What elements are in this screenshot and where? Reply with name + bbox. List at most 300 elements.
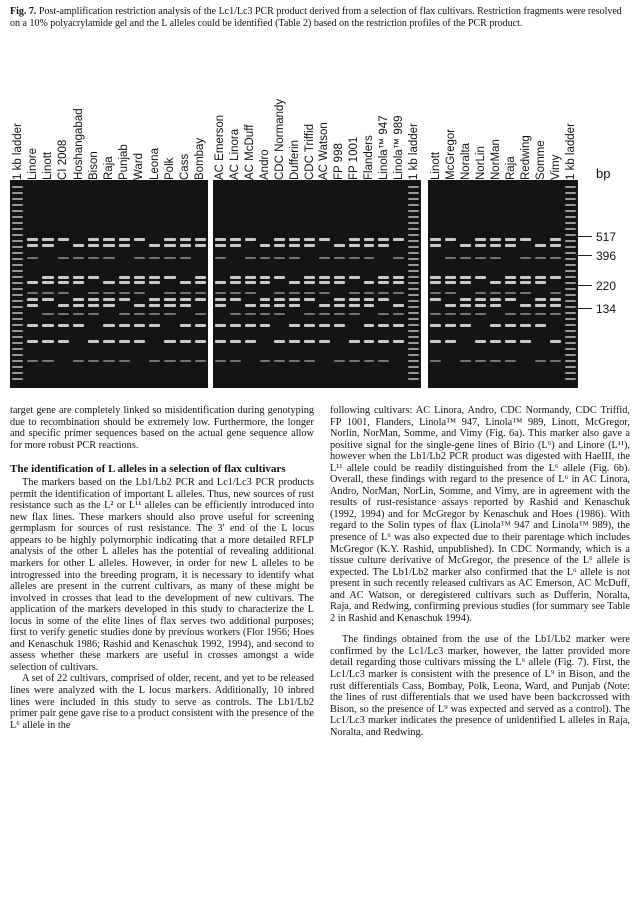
gel-band [304, 324, 315, 327]
gel-band [195, 244, 206, 247]
gel-band [475, 304, 486, 307]
gel-band [103, 304, 114, 307]
marker-tick-517 [578, 236, 592, 237]
gel-band [535, 304, 546, 307]
gel-band [349, 340, 360, 343]
gel-band [475, 340, 486, 343]
gel-band [364, 304, 375, 307]
ladder-band [565, 366, 576, 368]
gel-band [230, 313, 241, 315]
gel-band [445, 304, 456, 307]
ladder-band [565, 324, 576, 326]
ladder-band [408, 342, 419, 344]
gel-band [319, 276, 330, 279]
lane-label: Raja [504, 156, 517, 180]
gel-band [520, 238, 531, 241]
lane-label: CDC Normandy [273, 98, 286, 180]
gel-band [490, 244, 501, 247]
gel-band [88, 313, 99, 315]
gel-band [430, 238, 441, 241]
gel-band [215, 340, 226, 343]
gel-band [274, 257, 285, 259]
gel-band [164, 298, 175, 301]
ladder-band [408, 264, 419, 266]
gel-band [349, 257, 360, 259]
gel-band [119, 360, 130, 362]
lane-label: Somme [534, 140, 547, 180]
lane-label: Noralta [459, 142, 472, 180]
gel-band [274, 360, 285, 362]
bp-unit-label: bp [596, 166, 611, 181]
gel-band [215, 360, 226, 362]
gel-band [119, 340, 130, 343]
gel-band [58, 238, 69, 241]
gel-band [520, 276, 531, 279]
gel-band [88, 360, 99, 362]
ladder-band [565, 294, 576, 296]
ladder-band [408, 312, 419, 314]
gel-band [364, 298, 375, 301]
gel-band [103, 298, 114, 301]
gel-band [245, 281, 256, 284]
ladder-band [408, 336, 419, 338]
gel-band [289, 257, 300, 259]
ladder-band [12, 234, 23, 236]
gel-band [215, 292, 226, 294]
gel-band [58, 313, 69, 315]
gel-figure [0, 84, 640, 394]
ladder-band [12, 282, 23, 284]
lane-label: CI 2008 [57, 139, 70, 180]
gel-band [103, 257, 114, 259]
ladder-band [12, 246, 23, 248]
figure-caption-text: Post-amplification restriction analysis of the Lc1/Lc3 PCR product derived from a selection of flax cultivars. Restriction fragments were resolved on a 10% polyacrylamide gel and the L alleles could be identified (Table 2) based on the restriction profiles of the PCR product. [10, 6, 622, 29]
gel-band [27, 238, 38, 241]
lane-label: NorMan [489, 139, 502, 180]
gel-band [505, 324, 516, 327]
ladder-band [408, 324, 419, 326]
ladder-band [565, 336, 576, 338]
ladder-band [408, 330, 419, 332]
ladder-band [565, 252, 576, 254]
ladder-band [12, 288, 23, 290]
gel-band [550, 292, 561, 294]
ladder-band [408, 216, 419, 218]
gel-band [149, 257, 160, 259]
lane-label: Linola™ 947 [377, 115, 390, 180]
section-heading: The identification of L alleles in a selection of flax cultivars [10, 463, 286, 476]
gel-band [334, 298, 345, 301]
lane-labels [0, 84, 640, 180]
gel-band [430, 244, 441, 247]
gel-band [215, 238, 226, 241]
ladder-band [565, 282, 576, 284]
gel-band [445, 257, 456, 259]
gel-band [134, 340, 145, 343]
ladder-band [12, 240, 23, 242]
gel-band [134, 281, 145, 284]
gel-band [550, 313, 561, 315]
gel-band [378, 324, 389, 327]
gel-band [475, 276, 486, 279]
ladder-band [565, 264, 576, 266]
gel-band [535, 324, 546, 327]
gel-band [58, 304, 69, 307]
gel-band [289, 340, 300, 343]
ladder-band [12, 348, 23, 350]
gel-band [164, 244, 175, 247]
gel-band [164, 238, 175, 241]
gel-band [195, 276, 206, 279]
gel-band [103, 281, 114, 284]
gel-band [393, 292, 404, 294]
ladder-band [565, 186, 576, 188]
gel-band [73, 313, 84, 315]
gel-band [230, 244, 241, 247]
left-paragraph-2: The markers based on the Lb1/Lb2 PCR and Lc1/Lc3 PCR products permit the identification of important L alleles. Thus, new sources of rust resistance such as the L² or L¹¹ alleles can be efficiently introduced into new flax lines. These markers should also prove useful for screening germplasm for sources of rust resistance. The 3′ end of the L locus appears to be highly polymorphic indicating that a more detailed RFLP analysis of the other L alleles has the potential of revealing additional markers for other L alleles. However, in order for new L alleles to be introgressed into the breeding program, it is necessary to identify what alleles are present in the current cultivars, as many of these might be involved in crosses that lead to the development of new cultivars. The application of the markers developed in this study to characterize the L locus in some of the elite lines of flax serves two additional purposes; first to verify genetic studies done by previous workers (Flor 1956; Hoes and Kenaschuk 1986; Rashid and Kenaschuk 1992, 1994), and second to assess whether these markers are useful in crosses amongst a wide selection of cultivars. [10, 477, 314, 673]
gel-band [304, 292, 315, 294]
gel-band [195, 292, 206, 294]
gel-band [42, 298, 53, 301]
gel-band [195, 298, 206, 301]
gel-band [289, 238, 300, 241]
gel-band [260, 276, 271, 279]
gel-band [180, 304, 191, 307]
ladder-band [565, 330, 576, 332]
gel-band [505, 292, 516, 294]
gel-band [215, 324, 226, 327]
gel-band [378, 238, 389, 241]
gel-band [245, 292, 256, 294]
gel-band [149, 244, 160, 247]
gel-band [27, 244, 38, 247]
ladder-band [408, 210, 419, 212]
gel-band [289, 360, 300, 362]
gel-band [535, 257, 546, 259]
gel-band [319, 324, 330, 327]
gel-band [149, 324, 160, 327]
gel-band [490, 257, 501, 259]
ladder-band [12, 294, 23, 296]
gel-band [460, 298, 471, 301]
gel-band [393, 313, 404, 315]
gel-band [149, 304, 160, 307]
gel-band [550, 340, 561, 343]
gel-band [289, 281, 300, 284]
ladder-band [408, 204, 419, 206]
gel-band [445, 340, 456, 343]
ladder-band [408, 360, 419, 362]
gel-band [103, 292, 114, 294]
gel-band [364, 360, 375, 362]
left-paragraph-3: A set of 22 cultivars, comprised of older, recent, and yet to be released lines were analyzed with the L locus markers. Additionally, 10 inbred lines were included in this study to serve as controls. The Lb1/Lb2 primer pair gene gave rise to a product consistent with the presence of the L⁶ allele in the [10, 673, 314, 731]
gel-band [195, 360, 206, 362]
gel-band [42, 340, 53, 343]
gel-band [260, 281, 271, 284]
gel-band [103, 244, 114, 247]
gel-band [164, 292, 175, 294]
gel-band [364, 257, 375, 259]
gel-band [245, 304, 256, 307]
gel-band [520, 281, 531, 284]
ladder-band [408, 192, 419, 194]
gel-band [88, 304, 99, 307]
gel-band [319, 257, 330, 259]
ladder-band [565, 348, 576, 350]
ladder-band [12, 336, 23, 338]
ladder-band [12, 378, 23, 380]
gel-band [319, 238, 330, 241]
gel-band [180, 292, 191, 294]
gel-band [319, 292, 330, 294]
gel-band [364, 340, 375, 343]
gel-band [42, 360, 53, 362]
lane-label: Linola™ 989 [392, 115, 405, 180]
gel-band [245, 324, 256, 327]
ladder-band [408, 234, 419, 236]
gel-band [88, 340, 99, 343]
gel-band [378, 276, 389, 279]
gel-band [393, 324, 404, 327]
ladder-band [565, 378, 576, 380]
gel-band [550, 304, 561, 307]
gel-band [58, 340, 69, 343]
gel-band [393, 276, 404, 279]
lane-label: Ward [133, 152, 146, 180]
gel-band [164, 360, 175, 362]
gel-band [550, 276, 561, 279]
gel-band [119, 244, 130, 247]
lane-label: AC McDuff [244, 124, 257, 180]
gel-band [550, 360, 561, 362]
gel-band [88, 244, 99, 247]
gel-band [430, 298, 441, 301]
gel-band [27, 304, 38, 307]
gel-band [289, 292, 300, 294]
gel-band [334, 360, 345, 362]
gel-band [393, 340, 404, 343]
ladder-band [565, 354, 576, 356]
gel-band [520, 257, 531, 259]
ladder-band [408, 318, 419, 320]
ladder-band [408, 348, 419, 350]
ladder-band [565, 300, 576, 302]
lane-label: 1 kb ladder [564, 123, 577, 180]
gel-panel-2 [213, 180, 421, 388]
gel-band [460, 313, 471, 315]
ladder-band [12, 270, 23, 272]
lane-label: AC Watson [318, 122, 331, 180]
lane-label: 1 kb ladder [11, 123, 24, 180]
gel-band [73, 304, 84, 307]
ladder-band [12, 324, 23, 326]
gel-band [230, 238, 241, 241]
gel-band [490, 324, 501, 327]
gel-band [520, 313, 531, 315]
lane-label: AC Linora [229, 128, 242, 180]
gel-band [260, 298, 271, 301]
ladder-band [565, 240, 576, 242]
gel-band [334, 324, 345, 327]
ladder-band [12, 360, 23, 362]
gel-band [289, 298, 300, 301]
gel-band [27, 324, 38, 327]
gel-band [535, 281, 546, 284]
gel-band [180, 340, 191, 343]
gel-band [445, 281, 456, 284]
gel-band [364, 324, 375, 327]
ladder-band [12, 366, 23, 368]
gel-band [475, 292, 486, 294]
gel-band [535, 313, 546, 315]
gel-band [349, 313, 360, 315]
gel-band [475, 298, 486, 301]
lane-label: Punjab [118, 144, 131, 180]
gel-band [378, 292, 389, 294]
gel-band [550, 298, 561, 301]
lane-label: NorLin [474, 146, 487, 180]
gel-band [334, 244, 345, 247]
ladder-band [408, 258, 419, 260]
gel-band [119, 238, 130, 241]
gel-band [445, 313, 456, 315]
ladder-band [12, 198, 23, 200]
gel-band [134, 292, 145, 294]
lane-label: Flanders [363, 135, 375, 180]
gel-band [550, 257, 561, 259]
gel-band [260, 324, 271, 327]
gel-band [475, 313, 486, 315]
ladder-band [12, 342, 23, 344]
gel-band [230, 340, 241, 343]
ladder-band [12, 318, 23, 320]
ladder-band [12, 264, 23, 266]
gel-band [73, 257, 84, 259]
gel-band [149, 298, 160, 301]
gel-band [119, 292, 130, 294]
gel-band [378, 313, 389, 315]
gel-band [274, 340, 285, 343]
gel-band [490, 340, 501, 343]
gel-band [73, 244, 84, 247]
gel-band [103, 340, 114, 343]
lane-label: Vimy [549, 154, 562, 180]
ladder-band [565, 372, 576, 374]
gel-band [490, 298, 501, 301]
gel-band [364, 244, 375, 247]
gel-band [27, 292, 38, 294]
gel-band [103, 360, 114, 362]
gel-band [27, 298, 38, 301]
gel-band [245, 313, 256, 315]
gel-band [319, 313, 330, 315]
ladder-band [408, 222, 419, 224]
gel-band [134, 324, 145, 327]
ladder-band [408, 294, 419, 296]
gel-band [378, 340, 389, 343]
ladder-band [408, 186, 419, 188]
gel-band [195, 281, 206, 284]
gel-band [195, 340, 206, 343]
gel-band [195, 313, 206, 315]
gel-band [42, 292, 53, 294]
gel-band [430, 340, 441, 343]
marker-label-517: 517 [596, 230, 617, 244]
gel-band [58, 324, 69, 327]
lane-label: Polk [163, 157, 176, 180]
gel-band [304, 244, 315, 247]
gel-band [460, 276, 471, 279]
ladder-band [408, 252, 419, 254]
gel-band [180, 257, 191, 259]
ladder-band [565, 342, 576, 344]
gel-band [334, 304, 345, 307]
gel-band [378, 244, 389, 247]
ladder-band [565, 360, 576, 362]
ladder-band [12, 216, 23, 218]
gel-band [349, 276, 360, 279]
gel-band [475, 360, 486, 362]
marker-tick-220 [578, 285, 592, 286]
gel-band [304, 360, 315, 362]
ladder-band [12, 372, 23, 374]
lane-label: Cass [179, 153, 192, 180]
gel-band [393, 257, 404, 259]
marker-label-396: 396 [596, 249, 617, 263]
gel-band [230, 298, 241, 301]
gel-band [149, 281, 160, 284]
ladder-band [408, 300, 419, 302]
gel-band [378, 298, 389, 301]
ladder-band [565, 234, 576, 236]
gel-band [180, 298, 191, 301]
gel-band [535, 244, 546, 247]
gel-band [378, 281, 389, 284]
gel-band [119, 281, 130, 284]
gel-band [304, 238, 315, 241]
gel-band [304, 340, 315, 343]
gel-band [505, 238, 516, 241]
gel-band [27, 257, 38, 259]
gel-band [378, 360, 389, 362]
gel-band [42, 281, 53, 284]
gel-band [134, 276, 145, 279]
ladder-band [408, 276, 419, 278]
gel-band [274, 292, 285, 294]
ladder-band [12, 312, 23, 314]
gel-band [195, 324, 206, 327]
gel-band [430, 360, 441, 362]
gel-band [520, 304, 531, 307]
ladder-band [408, 378, 419, 380]
gel-band [88, 298, 99, 301]
gel-band [103, 324, 114, 327]
ladder-band [408, 198, 419, 200]
gel-band [460, 324, 471, 327]
gel-band [364, 281, 375, 284]
gel-band [230, 324, 241, 327]
gel-band [445, 276, 456, 279]
gel-band [27, 281, 38, 284]
ladder-band [565, 228, 576, 230]
gel-band [460, 360, 471, 362]
gel-band [164, 257, 175, 259]
gel-band [334, 281, 345, 284]
gel-band [505, 244, 516, 247]
lane-label: Linott [429, 151, 442, 180]
lane-label: 1 kb ladder [407, 123, 420, 180]
marker-label-134: 134 [596, 302, 617, 316]
